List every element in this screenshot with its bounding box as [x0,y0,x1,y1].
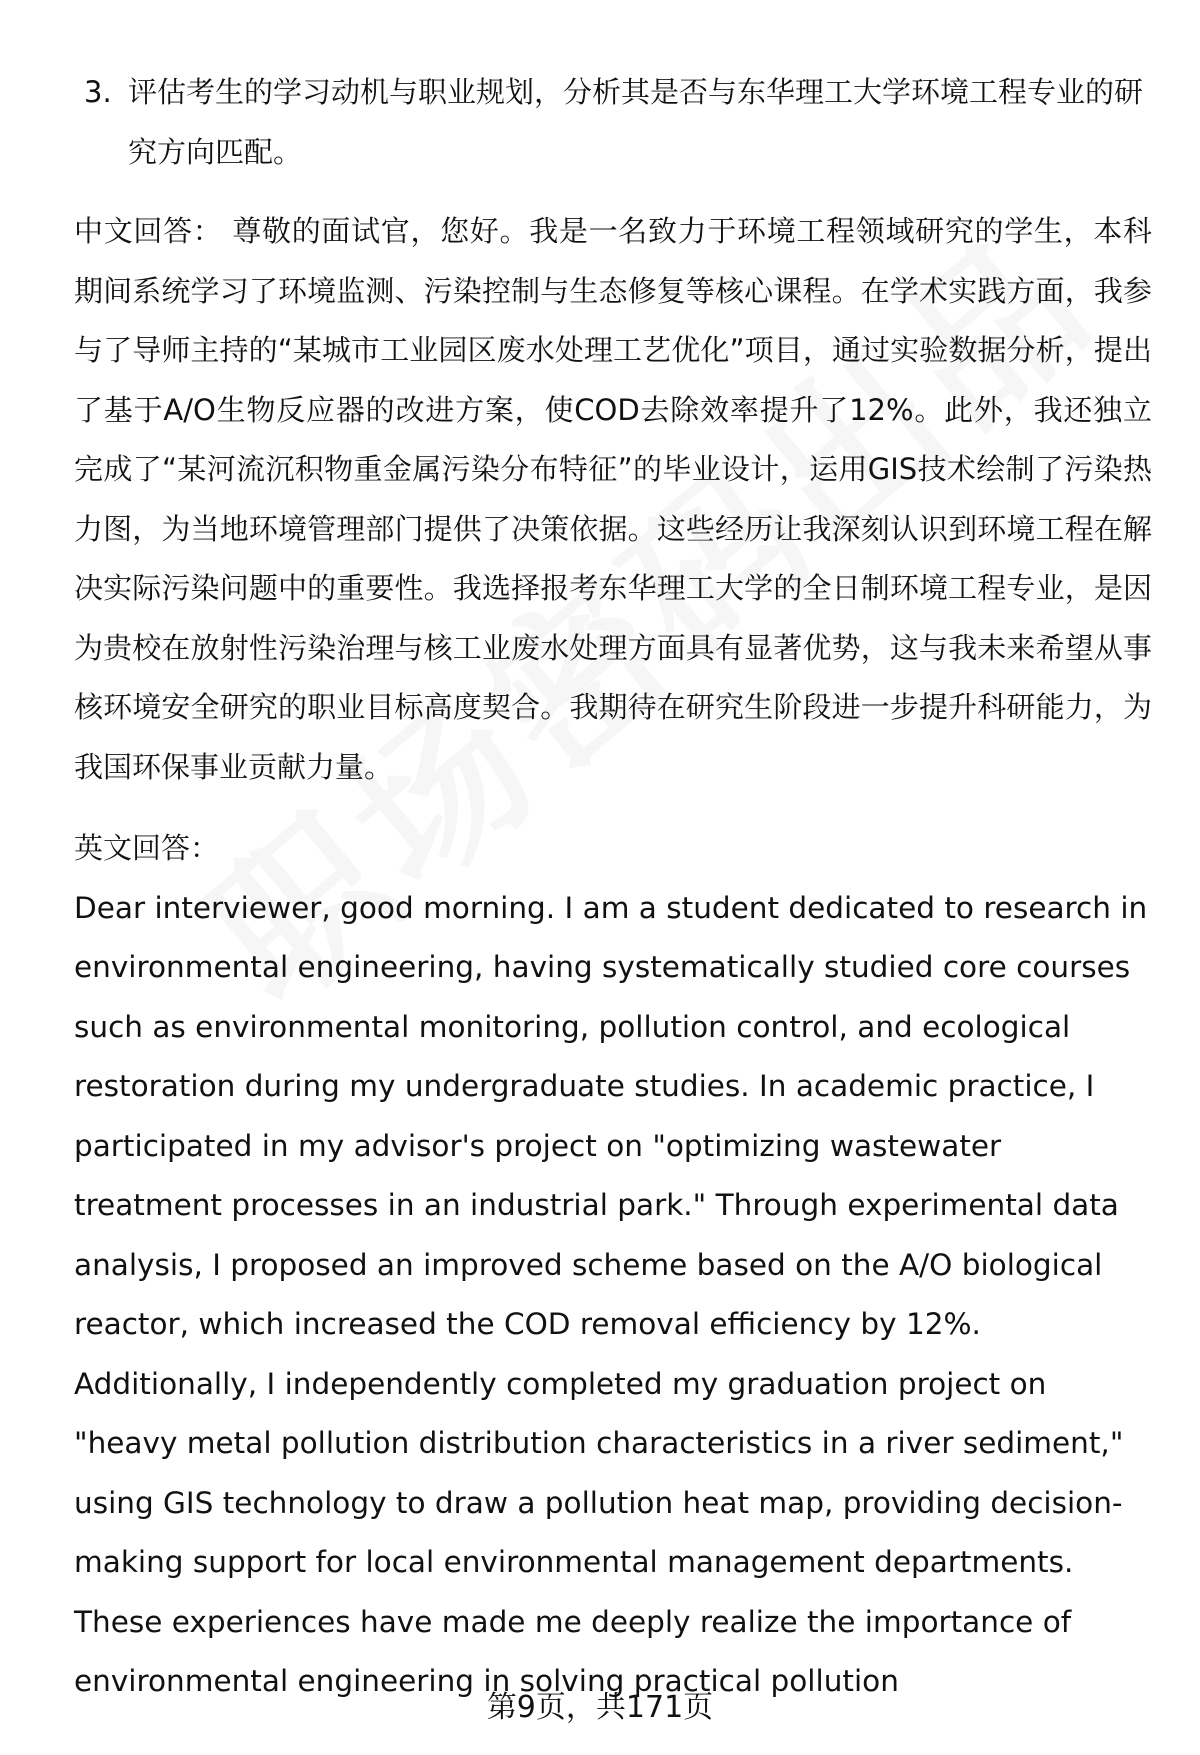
question-number: 3. [84,75,112,109]
chinese-answer-paragraph [74,202,1152,797]
english-answer-text: Dear interviewer, good morning. I am a student dedicated to research in environmental engineering, having systematically studied core courses such as environmental monitoring, pollution control, and ecological restoration during my undergraduate studies. In academic practice, I participated in my advisor's project on "optimizing wastewater treatment processes in an industrial park." Through experimental data analysis, I proposed an improved scheme based on the A/O biological reactor, which increased the COD removal efficiency by 12%. Additionally, I independently completed my graduation project on "heavy metal pollution distribution characteristics in a river sediment," using GIS technology to draw a pollution heat map, providing decision-making support for local environmental management departments. These experiences have made me deeply realize the importance of environmental engineering in solving practical pollution [74,890,1148,1698]
page-content [74,62,1154,1712]
page-number-footer: 第9页，共171页 [486,1690,714,1725]
question-text: 评估考生的学习动机与职业规划，分析其是否与东华理工大学环境工程专业的研究方向匹配。 [128,75,1144,169]
question-item [84,62,1154,182]
chinese-answer-text: 尊敬的面试官，您好。我是一名致力于环境工程领域研究的学生，本科期间系统学习了环境监测、污染控制与生态修复等核心课程。在学术实践方面，我参与了导师主持的“某城市工业园区废水处理工艺优化”项目，通过实验数据分析，提出了基于A/O生物反应器的改进方案，使COD去除效率提升了12%。此外，我还独立完成了“某河流沉积物重金属污染分布特征”的毕业设计，运用GIS技术绘制了污染热力图，为当地环境管理部门提供了决策依据。这些经历让我深刻认识到环境工程在解决实际污染问题中的重要性。我选择报考东华理工大学的全日制环境工程专业，是因为贵校在放射性污染治理与核工业废水处理方面具有显著优势，这与我未来希望从事核环境安全研究的职业目标高度契合。我期待在研究生阶段进一步提升科研能力，为我国环保事业贡献力量。 [74,214,1152,784]
english-answer-label: 英文回答： [74,831,220,865]
chinese-answer-label: 中文回答： [74,214,223,248]
